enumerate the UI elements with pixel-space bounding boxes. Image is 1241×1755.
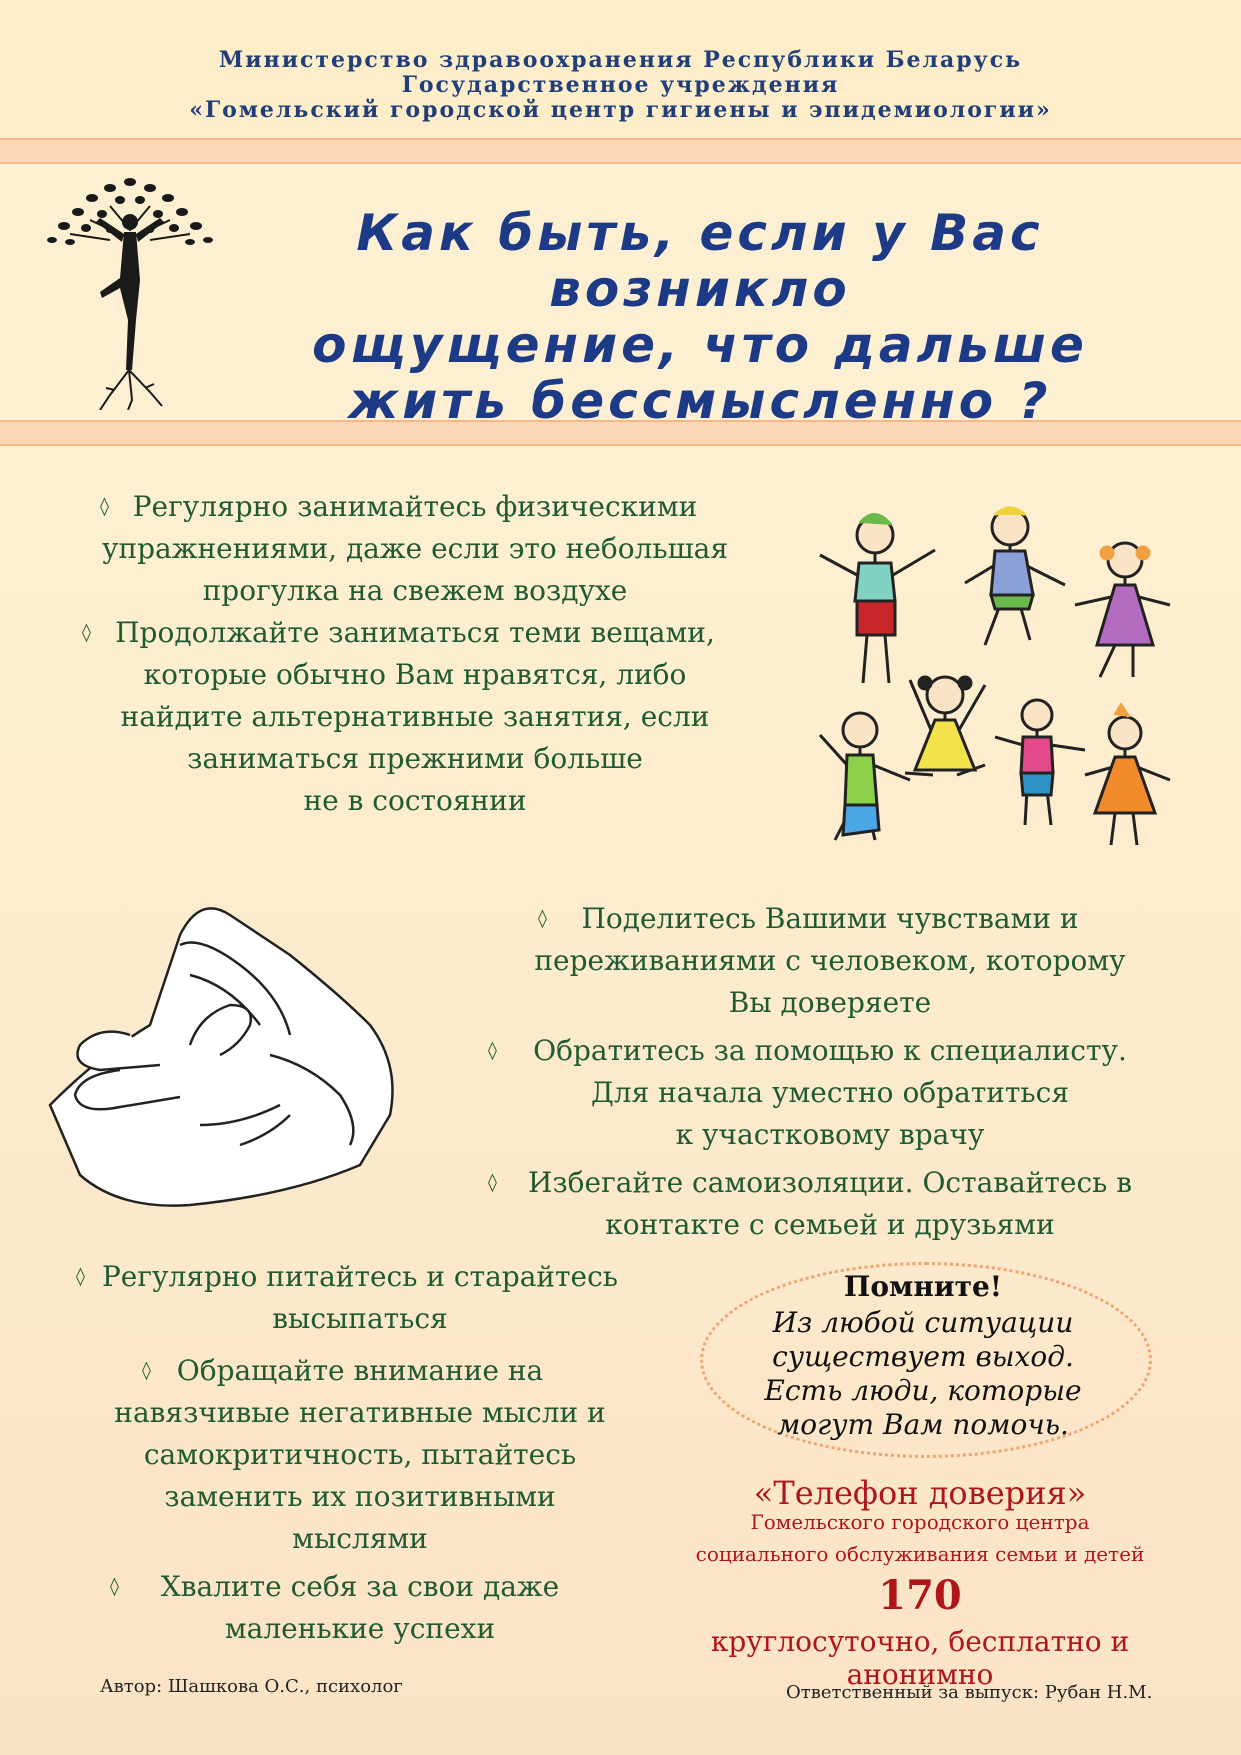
tip-hobbies (82, 612, 740, 822)
tip-line: мыслями (292, 1522, 428, 1555)
center-name: «Гомельский городской центр гигиены и эпидемиологии» (189, 97, 1052, 123)
tip-line: к участковому врачу (675, 1118, 985, 1151)
tip-line: Регулярно занимайтесь физическими (132, 490, 698, 523)
top-band (0, 138, 1241, 164)
tips-middle (488, 898, 1160, 1246)
tip-share-feelings (500, 898, 1160, 1024)
tip-line: контакте с семьей и друзьями (605, 1208, 1055, 1241)
footer-responsible: Ответственный за выпуск: Рубан Н.М. (786, 1682, 1153, 1703)
tip-line: Обратитесь за помощью к специалисту. (533, 1034, 1127, 1067)
diamond-bullet-icon: ◊ (142, 1360, 151, 1381)
tip-specialist (488, 1030, 1160, 1156)
tips-bottom (76, 1256, 640, 1650)
tip-line: которые обычно Вам нравятся, либо (143, 658, 687, 691)
institution-type: Государственное учреждения (401, 72, 840, 98)
remember-line: могут Вам помочь. (777, 1408, 1069, 1441)
tip-nutrition-sleep (76, 1256, 640, 1340)
tip-line: навязчивые негативные мысли и (114, 1396, 606, 1429)
remember-line: Из любой ситуации (772, 1306, 1074, 1339)
yoga-tree-icon (40, 170, 220, 410)
tip-line: не в состоянии (303, 784, 527, 817)
tip-line: маленькие успехи (224, 1612, 496, 1645)
tip-line: Продолжайте заниматься теми вещами, (115, 616, 715, 649)
tips-top (82, 486, 740, 822)
hotline-org-line-1: Гомельского городского центра (750, 1510, 1090, 1534)
remember-text (700, 1306, 1146, 1442)
tip-negative-thoughts (80, 1350, 640, 1560)
tip-isolation (488, 1162, 1160, 1246)
tip-line: прогулка на свежем воздухе (202, 574, 628, 607)
hotline-name: «Телефон доверия» (753, 1474, 1087, 1512)
children-illustration (815, 505, 1175, 850)
diamond-bullet-icon: ◊ (100, 496, 109, 517)
tip-line: Регулярно питайтесь и старайтесь (101, 1260, 619, 1293)
diamond-bullet-icon: ◊ (76, 1266, 85, 1287)
tip-line: заниматься прежними больше (187, 742, 643, 775)
remember-line: Есть люди, которые (764, 1374, 1082, 1407)
tip-line: Вы доверяете (728, 986, 932, 1019)
tip-line: Поделитесь Вашими чувствами и (581, 902, 1079, 935)
page-title (200, 205, 1200, 429)
title-line-3: жить бессмысленно ? (348, 372, 1052, 430)
clasped-hands-illustration (40, 875, 440, 1215)
tip-line: самокритичность, пытайтесь (143, 1438, 577, 1471)
diamond-bullet-icon: ◊ (110, 1576, 119, 1597)
tip-line: высыпаться (272, 1302, 448, 1335)
tip-line: Для начала уместно обратиться (590, 1076, 1070, 1109)
tip-praise-yourself (80, 1566, 640, 1650)
diamond-bullet-icon: ◊ (538, 908, 547, 929)
diamond-bullet-icon: ◊ (488, 1040, 497, 1061)
remember-line: существует выход. (772, 1340, 1074, 1373)
tip-line: найдите альтернативные занятия, если (120, 700, 710, 733)
tip-exercise (90, 486, 740, 612)
hotline-number: 170 (878, 1572, 962, 1619)
tip-line: упражнениями, даже если это небольшая (101, 532, 729, 565)
hotline-note: круглосуточно, бесплатно и анонимно (710, 1625, 1130, 1691)
footer-author: Автор: Шашкова О.С., психолог (100, 1676, 403, 1697)
tip-line: переживаниями с человеком, которому (534, 944, 1126, 977)
tip-line: заменить их позитивными (164, 1480, 556, 1513)
diamond-bullet-icon: ◊ (82, 622, 91, 643)
tip-line: Обращайте внимание на (176, 1354, 544, 1387)
hotline-org-line-2: социального обслуживания семьи и детей (695, 1542, 1145, 1566)
tip-line: Избегайте самоизоляции. Оставайтесь в (527, 1166, 1133, 1199)
diamond-bullet-icon: ◊ (488, 1172, 497, 1193)
tip-line: Хвалите себя за свои даже (160, 1570, 560, 1603)
title-line-1: Как быть, если у Вас возникло (356, 204, 1044, 318)
title-line-2: ощущение, что дальше (312, 316, 1088, 374)
ministry-name: Министерство здравоохранения Республики Беларусь (218, 47, 1023, 73)
remember-title: Помните! (843, 1270, 1003, 1303)
